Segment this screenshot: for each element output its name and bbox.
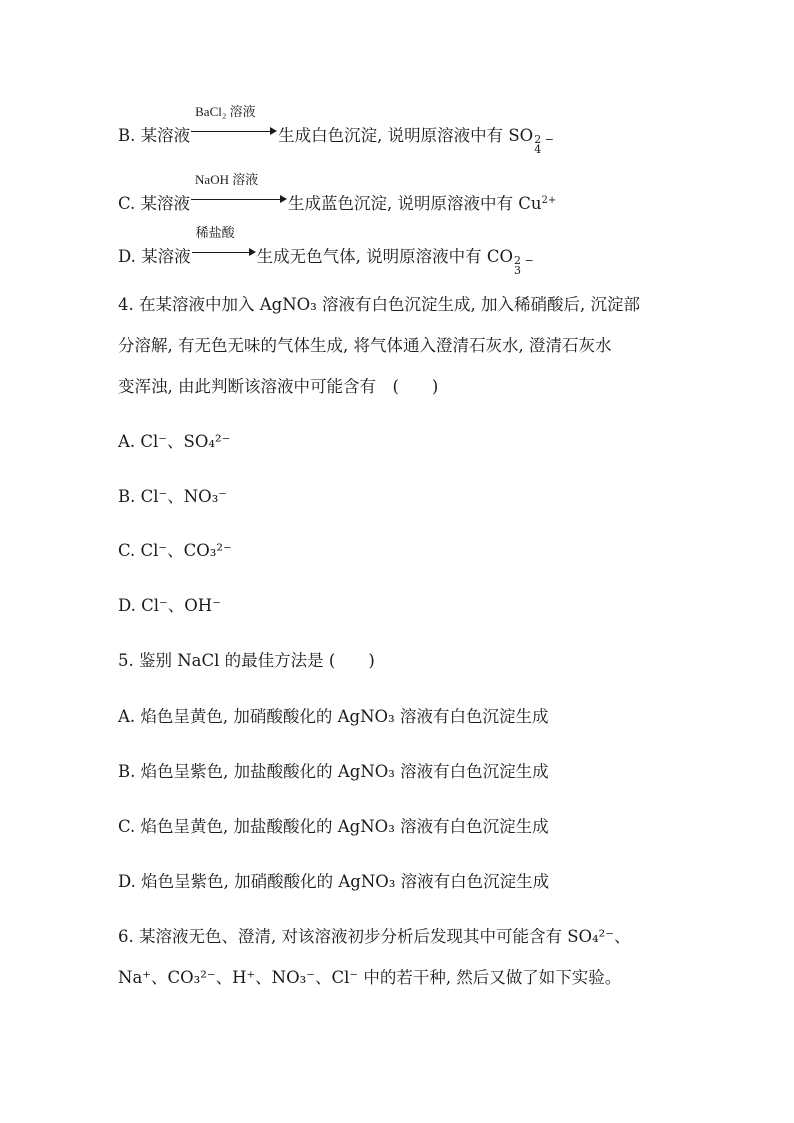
q5-stem: 5. 鉴别 NaCl 的最佳方法是 ( ) — [118, 651, 375, 670]
q4-option-c: C. Cl⁻、CO₃²⁻ — [118, 541, 232, 560]
arrow-condition: 稀盐酸 — [195, 225, 235, 240]
ion-formula: Cu 2+ — [518, 194, 557, 213]
q4-option-d: D. Cl⁻、OH⁻ — [118, 596, 221, 615]
option-b-line — [118, 104, 554, 156]
reaction-arrow — [191, 172, 287, 209]
arrow-condition: BaCl₂ 溶液 — [195, 104, 256, 119]
ion-formula: SO 2 − 4 — [508, 126, 554, 156]
option-b-prefix: B. 某溶液 — [118, 126, 191, 145]
reaction-arrow — [191, 104, 277, 141]
q4-option-a: A. Cl⁻、SO₄²⁻ — [118, 432, 231, 451]
option-c-prefix: C. 某溶液 — [118, 194, 191, 213]
q6-stem-line1: 6. 某溶液无色、澄清, 对该溶液初步分析后发现其中可能含有 SO₄²⁻、 — [118, 927, 631, 946]
option-b-text: 生成白色沉淀, 说明原溶液中有 — [278, 126, 509, 145]
q4-option-b: B. Cl⁻、NO₃⁻ — [118, 487, 228, 506]
q5-option-d: D. 焰色呈紫色, 加硝酸酸化的 AgNO₃ 溶液有白色沉淀生成 — [118, 872, 550, 891]
ion-formula: CO 2 − 3 — [486, 247, 534, 277]
q6-stem-line2: Na⁺、CO₃²⁻、H⁺、NO₃⁻、Cl⁻ 中的若干种, 然后又做了如下实验。 — [118, 968, 622, 987]
option-c-text: 生成蓝色沉淀, 说明原溶液中有 — [288, 194, 519, 213]
option-d-text: 生成无色气体, 说明原溶液中有 — [256, 247, 487, 266]
q4-stem-line2: 分溶解, 有无色无味的气体生成, 将气体通入澄清石灰水, 澄清石灰水 — [118, 336, 612, 355]
q5-option-a: A. 焰色呈黄色, 加硝酸酸化的 AgNO₃ 溶液有白色沉淀生成 — [118, 707, 549, 726]
q4-stem-line1: 4. 在某溶液中加入 AgNO₃ 溶液有白色沉淀生成, 加入稀硝酸后, 沉淀部 — [118, 295, 641, 314]
q5-option-c: C. 焰色呈黄色, 加盐酸酸化的 AgNO₃ 溶液有白色沉淀生成 — [118, 817, 549, 836]
arrow-condition: NaOH 溶液 — [195, 172, 259, 187]
option-d-prefix: D. 某溶液 — [118, 247, 191, 266]
reaction-arrow — [192, 225, 256, 262]
option-d-line — [118, 225, 534, 277]
option-c-line — [118, 172, 557, 217]
q5-option-b: B. 焰色呈紫色, 加盐酸酸化的 AgNO₃ 溶液有白色沉淀生成 — [118, 762, 549, 781]
q4-stem-line3: 变浑浊, 由此判断该溶液中可能含有 ( ) — [118, 377, 439, 396]
